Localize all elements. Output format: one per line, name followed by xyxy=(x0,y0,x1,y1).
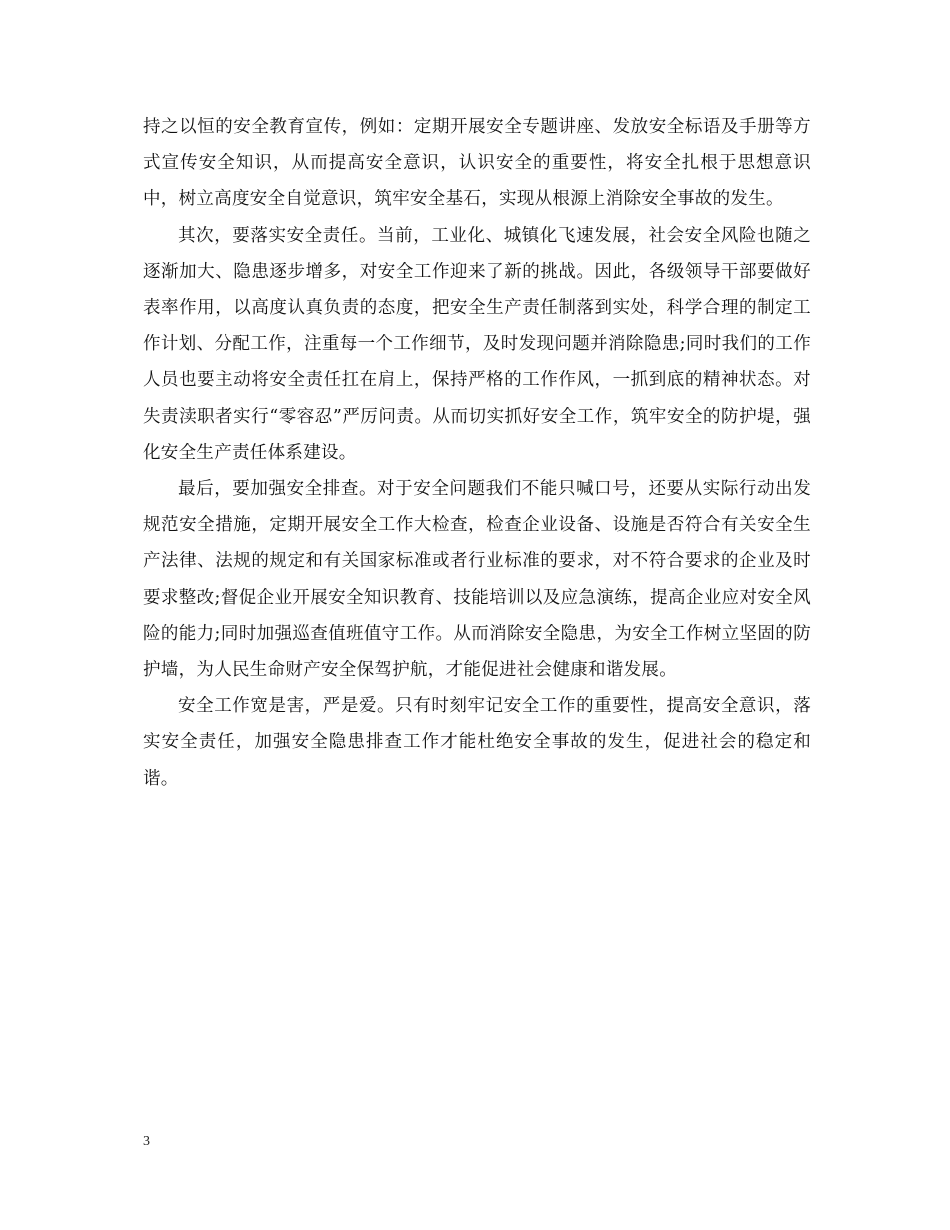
page-number: 3 xyxy=(143,1134,150,1149)
paragraph-continuation: 持之以恒的安全教育宣传，例如：定期开展安全专题讲座、发放安全标语及手册等方式宣传安全知识，从而提高安全意识，认识安全的重要性，将安全扎根于思想意识中，树立高度安全自觉意识，筑牢安全基石，实现从根源上消除安全事故的发生。 xyxy=(143,117,811,210)
paragraph-conclusion: 安全工作宽是害，严是爱。只有时刻牢记安全工作的重要性，提高安全意识，落实安全责任，加强安全隐患排查工作才能杜绝安全事故的发生，促进社会的稳定和谐。 xyxy=(143,696,811,789)
paragraph-strengthen-inspection: 最后，要加强安全排查。对于安全问题我们不能只喊口号，还要从实际行动出发规范安全措施，定期开展安全工作大检查，检查企业设备、设施是否符合有关安全生产法律、法规的规定和有关国家标准或者行业标准的要求，对不符合要求的企业及时要求整改;督促企业开展安全知识教育、技能培训以及应急演练，提高企业应对安全风险的能力;同时加强巡查值班值守工作。从而消除安全隐患，为安全工作树立坚固的防护墙，为人民生命财产安全保驾护航，才能促进社会健康和谐发展。 xyxy=(143,479,811,681)
paragraph-implement-responsibility: 其次，要落实安全责任。当前，工业化、城镇化飞速发展，社会安全风险也随之逐渐加大、隐患逐步增多，对安全工作迎来了新的挑战。因此，各级领导干部要做好表率作用，以高度认真负责的态度，把安全生产责任制落到实处，科学合理的制定工作计划、分配工作，注重每一个工作细节，及时发现问题并消除隐患;同时我们的工作人员也要主动将安全责任扛在肩上，保持严格的工作作风，一抓到底的精神状态。对失责渎职者实行“零容忍”严厉问责。从而切实抓好安全工作，筑牢安全的防护堤，强化安全生产责任体系建设。 xyxy=(143,225,811,463)
document-body xyxy=(143,109,811,797)
